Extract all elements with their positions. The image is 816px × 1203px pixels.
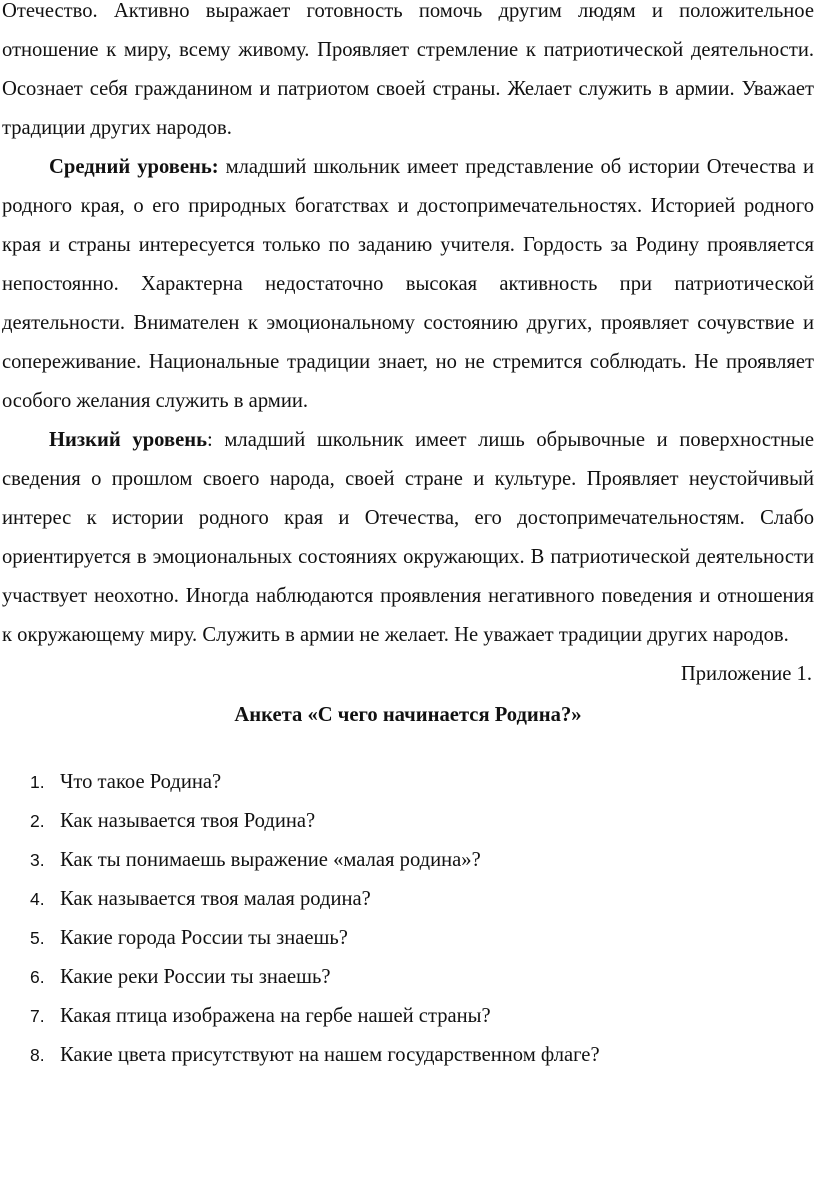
question-number: 6. [30,967,45,987]
intro-text: Отечество. Активно выражает готовность помочь другим людям и положительное отношение к миру, всему живому. Проявляет стремление к патриотической деятельности. Осознает себя гражданином и патриотом своей страны. Желает служить в армии. Уважает традиции других народов. [2,0,814,139]
middle-level-text: младший школьник имеет представление об истории Отечества и родного края, о его природных богатствах и достопримечательностях. Историей родного края и страны интересуется только по заданию учителя. Гордость за Родину проявляется непостоянно. Характерна недостаточно высокая активность при патриотической деятельности. Внимателен к эмоциональному состоянию других, проявляет сочувствие и сопереживание. Национальные традиции знает, но не стремится соблюдать. Не проявляет особого желания служить в армии. [2,156,814,412]
question-number: 1. [30,772,45,792]
question-item [2,1036,814,1075]
question-number: 3. [30,850,45,870]
question-number: 7. [30,1006,45,1026]
question-text: Какие города России ты знаешь? [60,927,348,949]
questionnaire-title: Анкета «С чего начинается Родина?» [234,704,582,726]
question-item [2,880,814,919]
question-text: Что такое Родина? [60,771,222,793]
question-number: 8. [30,1045,45,1065]
question-item [2,802,814,841]
question-number: 5. [30,928,45,948]
appendix-label: Приложение 1. [680,663,812,685]
intro-paragraph [2,0,814,148]
question-text: Какие реки России ты знаешь? [60,966,331,988]
question-item [2,997,814,1036]
question-text: Как ты понимаешь выражение «малая родина»? [60,849,481,871]
question-number: 2. [30,811,45,831]
question-item [2,919,814,958]
question-item [2,841,814,880]
question-text: Какие цвета присутствуют на нашем государственном флаге? [60,1044,600,1066]
middle-level-paragraph [2,148,814,421]
question-item [2,958,814,997]
question-item [2,763,814,802]
middle-level-label: Средний уровень: [49,156,219,178]
question-text: Как называется твоя малая родина? [60,888,371,910]
question-list [2,763,814,1075]
question-text: Какая птица изображена на гербе нашей страны? [60,1005,491,1027]
question-number: 4. [30,889,45,909]
low-level-text: : младший школьник имеет лишь обрывочные и поверхностные сведения о прошлом своего народа, своей стране и культуре. Проявляет неустойчивый интерес к истории родного края и Отечества, его достопримечательностям. Слабо ориентируется в эмоциональных состояниях окружающих. В патриотической деятельности участвует неохотно. Иногда наблюдаются проявления негативного поведения и отношения к окружающему миру. Служить в армии не желает. Не уважает традиции других народов. [2,429,814,646]
low-level-label: Низкий уровень [49,429,207,451]
question-text: Как называется твоя Родина? [60,810,316,832]
low-level-paragraph [2,421,814,655]
